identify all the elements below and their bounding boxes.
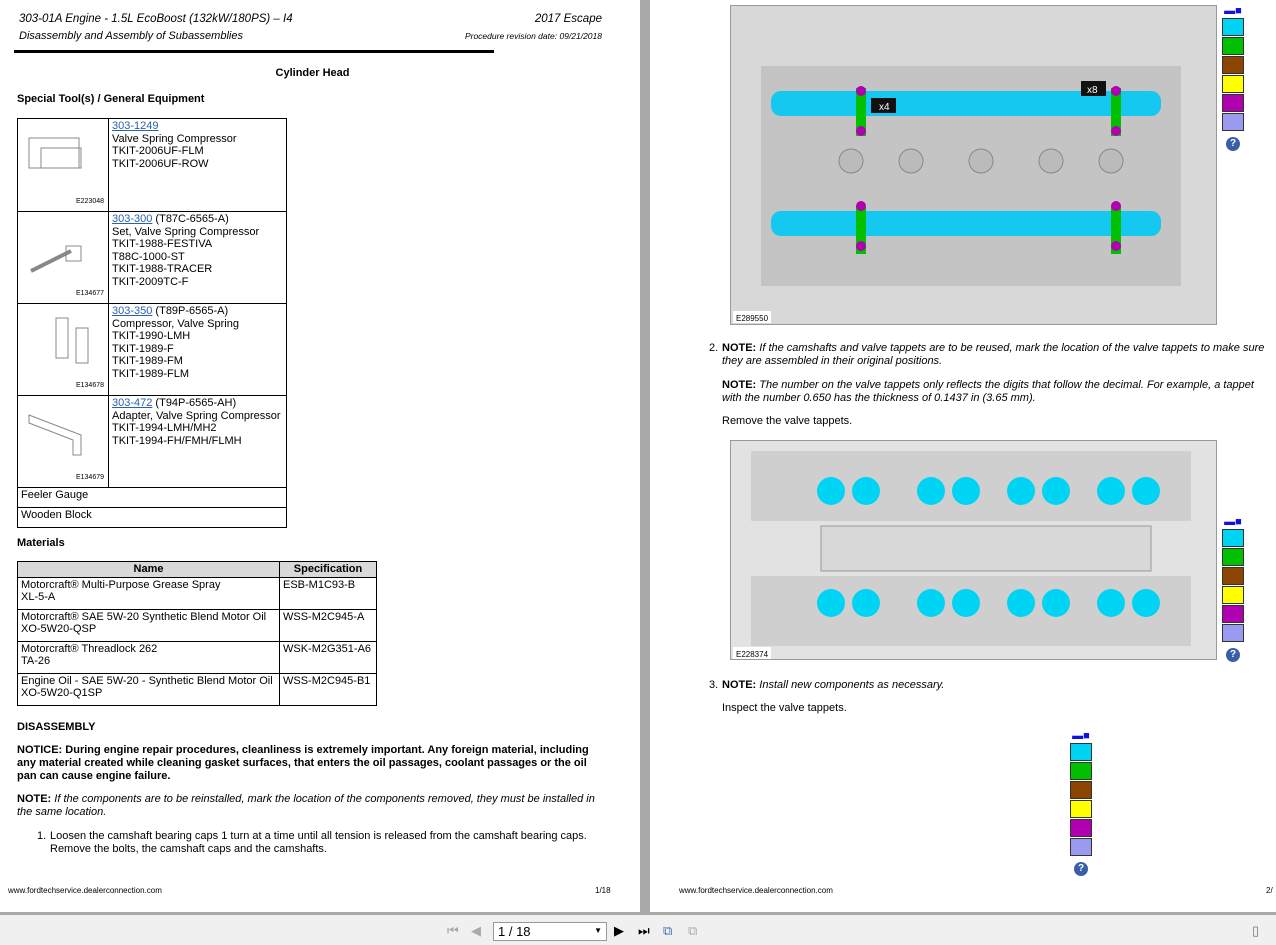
tappet-marker	[852, 589, 880, 617]
camera-icon[interactable]: ▬■	[1224, 516, 1242, 528]
help-icon[interactable]: ?	[1226, 648, 1240, 662]
color-legend	[1222, 516, 1244, 662]
tool-link[interactable]: 303-472	[112, 397, 153, 409]
doc-title: Cylinder Head	[275, 67, 350, 79]
camera-icon[interactable]: ▬■	[1224, 5, 1242, 17]
table-row: Motorcraft® SAE 5W-20 Synthetic Blend Motor Oil XO-5W20-QSP WSS-M2C945-A	[18, 609, 377, 641]
tappet-marker	[952, 589, 980, 617]
footer-url: www.fordtechservice.dealerconnection.com	[679, 886, 833, 895]
tappet-marker	[1007, 477, 1035, 505]
step-2-note-1: NOTE: If the camshafts and valve tappets are to be reused, mark the location of the valve tappets to make sure they are assembled in their original positions.	[722, 342, 1265, 367]
color-swatch	[1070, 781, 1092, 799]
table-row: Motorcraft® Threadlock 262 TA-26 WSK-M2G351-A6	[18, 641, 377, 673]
pdf-toolbar	[0, 915, 1276, 945]
tappet-marker	[817, 589, 845, 617]
tool-link[interactable]: 303-1249	[112, 120, 159, 132]
tappet-marker	[1042, 589, 1070, 617]
swatch-green	[1222, 37, 1244, 55]
special-tools-table	[17, 118, 287, 528]
tappet-marker	[1097, 477, 1125, 505]
figure-code: E289550	[736, 314, 769, 323]
page-left	[0, 0, 640, 912]
doc-header-title: 303-01A Engine - 1.5L EcoBoost (132kW/180PS) – I4	[19, 13, 293, 25]
swatch-brown	[1222, 56, 1244, 74]
next-page-button[interactable]: ▶	[614, 923, 624, 938]
doc-header-subtitle: Disassembly and Assembly of Subassemblies	[19, 30, 243, 42]
tappet-marker	[1042, 477, 1070, 505]
table-row: Engine Oil - SAE 5W-20 - Synthetic Blend Motor Oil XO-5W20-Q1SP WSS-M2C945-B1	[18, 673, 377, 705]
tool-row: E223048 303-1249 Valve Spring Compressor TKIT-2006UF-FLM TKIT-2006UF-ROW	[18, 119, 287, 212]
tool-row: E134677 303-300 (T87C-6565-A) Set, Valve Spring Compressor TKIT-1988-FESTIVA T88C-1000-ST TKIT-1988-TRACER TKIT-2009TC-F	[18, 212, 287, 304]
page-number: 2/	[1266, 886, 1273, 895]
step-2-note-2: NOTE: The number on the valve tappets only reflects the digits that follow the decimal. For example, a tappet with the number 0.650 has the thickness of 0.1437 in (3.65 mm).	[722, 379, 1254, 404]
column-header: Name	[18, 562, 280, 578]
rotate-view-icon[interactable]: ⧉	[663, 923, 673, 938]
figure-tappets	[730, 440, 1217, 660]
color-legend	[1070, 730, 1092, 876]
equipment-item: Wooden Block	[18, 508, 287, 528]
callout-x4: x4	[879, 102, 890, 113]
color-swatch	[1070, 838, 1092, 856]
table-row: Motorcraft® Multi-Purpose Grease Spray XL-5-A ESB-M1C93-B	[18, 577, 377, 609]
notice: NOTICE: During engine repair procedures, cleanliness is extremely important. Any foreign material, including any material created while cleaning gasket surfaces, that enters the oil passages, coolant passages or the oil pan can cause engine failure.	[17, 744, 589, 782]
step-1-text: Loosen the camshaft bearing caps 1 turn at a time until all tension is released from the camshaft bearing caps. Remove the bolts, the camshaft caps and the camshafts.	[50, 830, 587, 855]
materials-heading: Materials	[17, 537, 65, 549]
camera-icon[interactable]: ▬■	[1072, 730, 1090, 742]
step-3-note: NOTE: Install new components as necessary.	[722, 679, 945, 691]
tappet-marker	[917, 589, 945, 617]
revision-date: Procedure revision date: 09/21/2018	[464, 31, 602, 41]
special-tools-heading: Special Tool(s) / General Equipment	[17, 93, 205, 105]
tappet-marker	[917, 477, 945, 505]
tappet-marker	[1007, 589, 1035, 617]
page-view-icon[interactable]: ⧉	[688, 923, 698, 938]
help-icon[interactable]: ?	[1074, 862, 1088, 876]
color-legend	[1222, 5, 1244, 151]
tool-link[interactable]: 303-350	[112, 305, 153, 317]
tool-row: E134679 303-472 (T94P-6565-AH) Adapter, Valve Spring Compressor TKIT-1994-LMH/MH2 TKIT-1994-FH/FMH/FLMH	[18, 396, 287, 488]
tappet-marker	[852, 477, 880, 505]
color-swatch	[1222, 567, 1244, 585]
color-swatch	[1222, 529, 1244, 547]
swatch-cyan	[1222, 18, 1244, 36]
disassembly-heading: DISASSEMBLY	[17, 721, 96, 733]
last-page-button[interactable]: ⏭	[638, 923, 650, 938]
note: NOTE: If the components are to be reinstalled, mark the location of the components removed, they must be installed in the same location.	[17, 793, 595, 818]
swatch-magenta	[1222, 94, 1244, 112]
color-swatch	[1070, 762, 1092, 780]
tappet-marker	[817, 477, 845, 505]
tool-image: E134678	[18, 304, 109, 396]
menu-icon[interactable]: ▯	[1252, 923, 1260, 938]
page-number: 1/18	[595, 886, 611, 895]
step-2-text: Remove the valve tappets.	[722, 415, 853, 427]
footer-url: www.fordtechservice.dealerconnection.com	[8, 886, 162, 895]
page-right	[650, 0, 1276, 912]
swatch-lavender	[1222, 113, 1244, 131]
tool-image: E134677	[18, 212, 109, 304]
materials-table	[17, 561, 377, 706]
color-swatch	[1222, 605, 1244, 623]
figure-code: E228374	[736, 650, 769, 659]
tool-link[interactable]: 303-300	[112, 213, 153, 225]
tappet-marker	[1132, 477, 1160, 505]
step-number: 3.	[709, 679, 719, 691]
tool-row: E134678 303-350 (T89P-6565-A) Compressor, Valve Spring TKIT-1990-LMH TKIT-1989-F TKIT-1989-FM TKIT-1989-FLM	[18, 304, 287, 396]
prev-page-button[interactable]: ◀	[471, 923, 481, 938]
color-swatch	[1070, 743, 1092, 761]
help-icon[interactable]: ?	[1226, 137, 1240, 151]
color-swatch	[1222, 586, 1244, 604]
tool-image: E223048	[18, 119, 109, 212]
column-header: Specification	[280, 562, 377, 578]
step-3-text: Inspect the valve tappets.	[722, 702, 847, 714]
page-select[interactable]: 1 / 18 ▼	[493, 922, 607, 941]
color-swatch	[1070, 819, 1092, 837]
step-number: 2.	[709, 342, 719, 354]
figure-camshafts	[730, 5, 1217, 325]
step-number: 1.	[37, 830, 47, 842]
tool-image: E134679	[18, 396, 109, 488]
color-swatch	[1222, 548, 1244, 566]
color-swatch	[1222, 624, 1244, 642]
first-page-button[interactable]: ⏮	[447, 923, 459, 938]
color-swatch	[1070, 800, 1092, 818]
tappet-marker	[1132, 589, 1160, 617]
callout-x8: x8	[1087, 85, 1098, 96]
vehicle: 2017 Escape	[534, 13, 602, 25]
tappet-marker	[952, 477, 980, 505]
header-rule	[14, 50, 494, 53]
equipment-item: Feeler Gauge	[18, 488, 287, 508]
swatch-yellow	[1222, 75, 1244, 93]
tappet-marker	[1097, 589, 1125, 617]
